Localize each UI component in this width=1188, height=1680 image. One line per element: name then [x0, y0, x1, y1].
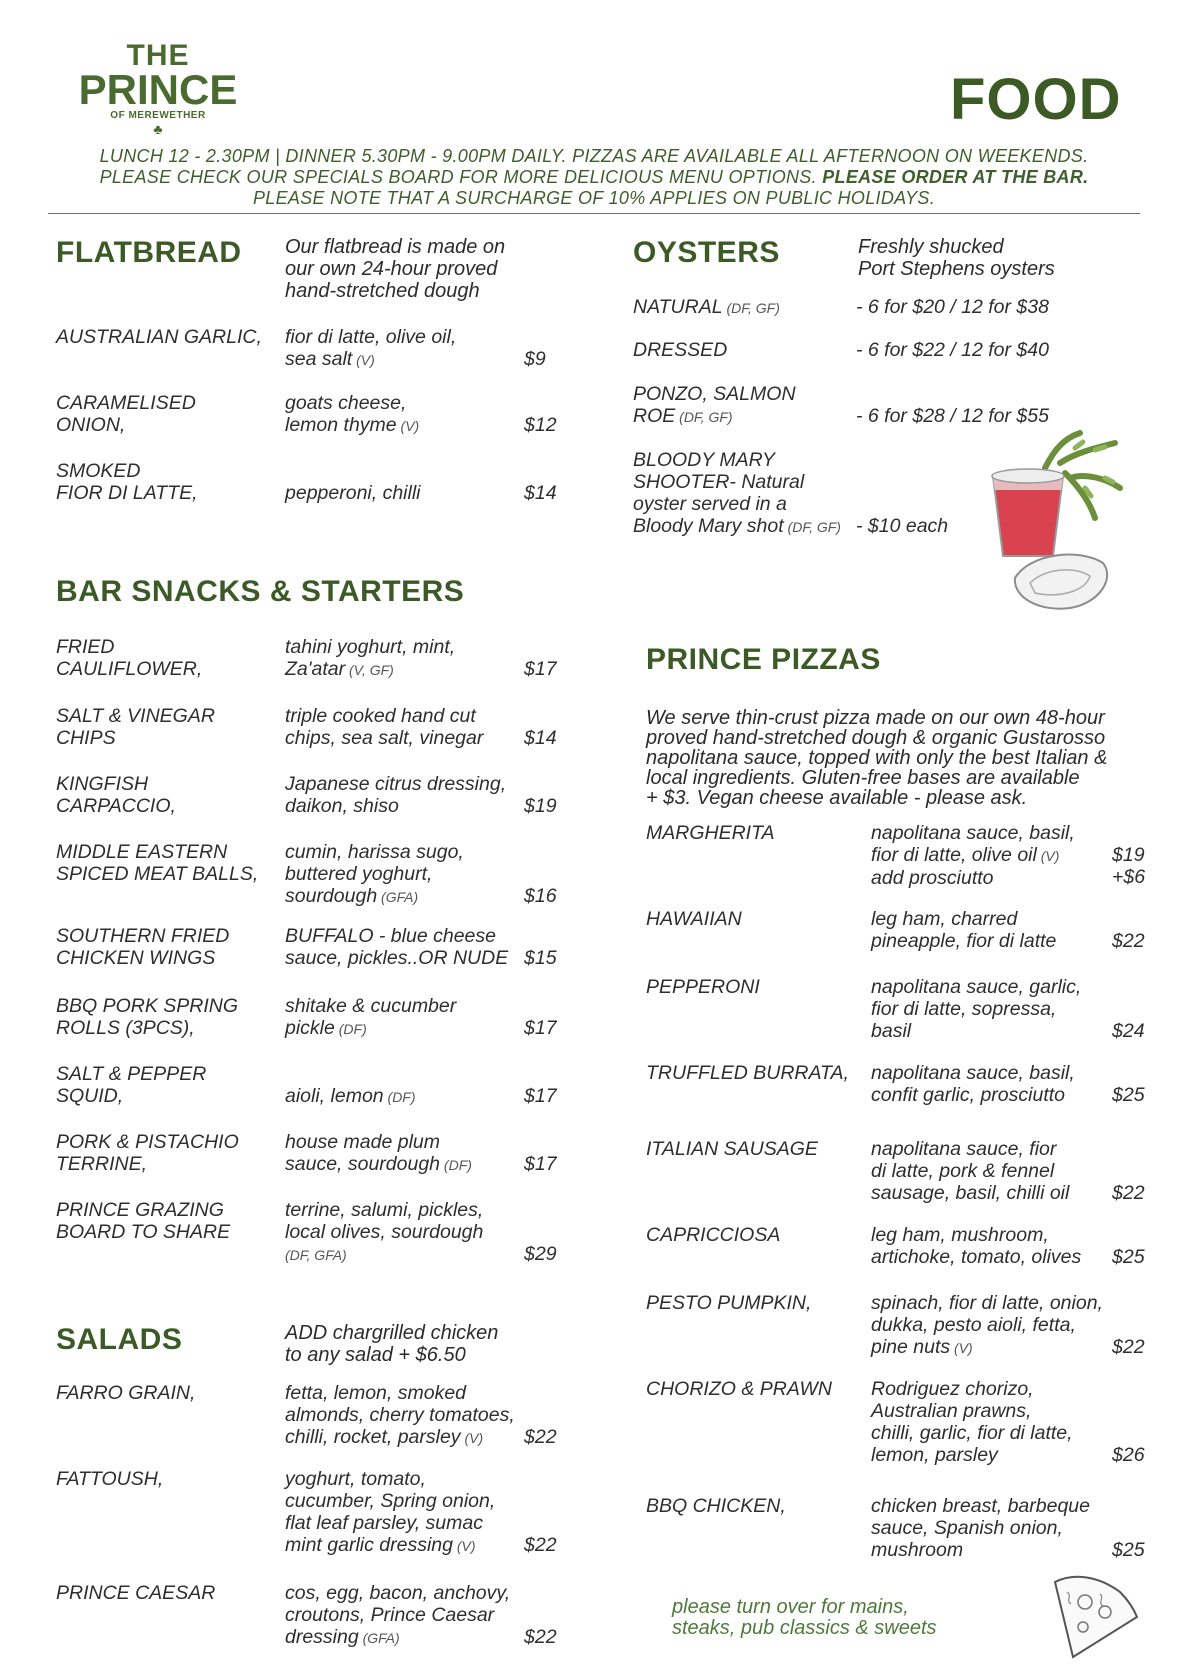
desc-line: house made plum: [285, 1131, 441, 1153]
name-line: BBQ PORK SPRING: [56, 995, 239, 1017]
intro-line: local ingredients. Gluten-free bases are available: [646, 767, 1080, 789]
item-description: [285, 995, 515, 1040]
item-name: [56, 1468, 276, 1490]
pizza-price: $25: [1112, 1539, 1145, 1561]
order-at-bar-text: PLEASE ORDER AT THE BAR.: [822, 167, 1089, 187]
item-name: [56, 1582, 276, 1604]
price-line: +$6: [1112, 866, 1146, 888]
desc-line: sauce, Spanish onion,: [871, 1517, 1063, 1539]
item-price: $17: [524, 1017, 557, 1039]
name-line: ROLLS (3PCS),: [56, 1017, 195, 1039]
item-price: $22: [524, 1626, 557, 1648]
bar-snacks-title: BAR SNACKS & STARTERS: [56, 575, 465, 608]
note-line: to any salad + $6.50: [285, 1344, 466, 1366]
item-price: $16: [524, 885, 557, 907]
price-line: $19: [1112, 844, 1145, 866]
desc-line: Japanese citrus dressing,: [285, 773, 507, 795]
desc-line: cos, egg, bacon, anchovy,: [285, 1582, 511, 1604]
note-line: hand-stretched dough: [285, 280, 480, 302]
item-name: [56, 392, 276, 436]
item-description: [285, 841, 515, 908]
pizza-name: TRUFFLED BURRATA,: [646, 1062, 849, 1084]
salads-title: SALADS: [56, 1323, 183, 1356]
item-name: [56, 1382, 276, 1404]
name-line: CARPACCIO,: [56, 795, 176, 817]
desc-line: add prosciutto: [871, 867, 994, 889]
dietary-tag: (V): [452, 1538, 476, 1554]
pizza-description: [871, 1292, 1111, 1359]
name-line: DRESSED: [633, 339, 728, 361]
logo-line-2: PRINCE: [78, 66, 238, 113]
desc-line: basil: [871, 1020, 912, 1042]
desc-line: napolitana sauce, fior: [871, 1138, 1057, 1160]
name-line: ROE (DF, GF): [633, 405, 733, 427]
flatbread-note: [285, 236, 555, 302]
desc-line: tahini yoghurt, mint,: [285, 636, 456, 658]
dietary-tag: (DF, GF): [675, 409, 733, 425]
dietary-tag: (DF, GF): [783, 519, 841, 535]
logo: [78, 39, 238, 137]
dietary-tag: (V, GF): [345, 662, 394, 678]
oyster-price: - $10 each: [856, 515, 949, 537]
oyster-name: [633, 296, 863, 319]
desc-line: cucumber, Spring onion,: [285, 1490, 496, 1512]
dietary-tag: (GFA): [358, 1630, 400, 1646]
item-description: [285, 1063, 515, 1108]
dietary-tag: (DF): [440, 1157, 472, 1173]
item-description: [285, 392, 515, 437]
intro-line: We serve thin-crust pizza made on our own 48-hour: [646, 707, 1105, 729]
desc-line: di latte, pork & fennel: [871, 1160, 1055, 1182]
clover-icon: ♣: [153, 121, 163, 137]
item-name: [56, 460, 276, 504]
name-line: SOUTHERN FRIED: [56, 925, 230, 947]
name-line: SHOOTER- Natural: [633, 471, 805, 493]
dietary-tag: (V): [950, 1340, 973, 1356]
desc-line: local olives, sourdough: [285, 1221, 484, 1243]
desc-line: chilli, garlic, fior di latte,: [871, 1422, 1073, 1444]
desc-line: pineapple, fior di latte: [871, 930, 1057, 952]
item-name: [56, 925, 276, 969]
desc-line: pine nuts (V): [871, 1336, 973, 1358]
desc-line: fior di latte, sopressa,: [871, 998, 1057, 1020]
desc-line: mushroom: [871, 1539, 964, 1561]
pizza-price: $22: [1112, 1182, 1145, 1204]
turn-over-line: steaks, pub classics & sweets: [672, 1617, 937, 1639]
desc-line: leg ham, charred: [871, 908, 1018, 930]
page-title: FOOD: [950, 67, 1122, 132]
item-price: $29: [524, 1243, 557, 1265]
item-name: [56, 326, 276, 348]
pizza-name: CAPRICCIOSA: [646, 1224, 781, 1246]
pizza-price: $22: [1112, 930, 1145, 952]
item-description: [285, 326, 515, 371]
pizza-price: $25: [1112, 1084, 1145, 1106]
salads-note: [285, 1322, 555, 1366]
item-price: $12: [524, 414, 557, 436]
item-name: [56, 995, 276, 1039]
desc-line: almonds, cherry tomatoes,: [285, 1404, 515, 1426]
name-line: BOARD TO SHARE: [56, 1221, 231, 1243]
name-line: PORK & PISTACHIO: [56, 1131, 239, 1153]
desc-line: goats cheese,: [285, 392, 407, 414]
pizza-name: HAWAIIAN: [646, 908, 742, 930]
intro-line: + $3. Vegan cheese available - please ask.: [646, 787, 1028, 809]
desc-line: sauce, pickles..OR NUDE: [285, 947, 509, 969]
pizza-description: [871, 1062, 1111, 1106]
desc-line: chilli, rocket, parsley (V): [285, 1426, 484, 1448]
logo-line-3: OF MEREWETHER: [110, 110, 206, 121]
item-price: $17: [524, 1153, 557, 1175]
desc-line: dukka, pesto aioli, fetta,: [871, 1314, 1076, 1336]
item-description: [285, 925, 515, 969]
desc-line: Rodriguez chorizo,: [871, 1378, 1034, 1400]
item-description: [285, 636, 515, 681]
dietary-tag: (GFA): [377, 889, 419, 905]
desc-line: pickle (DF): [285, 1017, 367, 1039]
desc-line: croutons, Prince Caesar: [285, 1604, 495, 1626]
pizza-description: [871, 822, 1111, 889]
name-line: SALT & PEPPER: [56, 1063, 207, 1085]
desc-line: sourdough (GFA): [285, 885, 419, 907]
desc-line: lemon, parsley: [871, 1444, 998, 1466]
pizza-description: [871, 1224, 1111, 1268]
desc-line: napolitana sauce, basil,: [871, 822, 1075, 844]
oyster-name: [633, 449, 863, 538]
item-description: [285, 1131, 515, 1176]
item-name: [56, 1131, 276, 1175]
desc-line: sauce, sourdough (DF): [285, 1153, 472, 1175]
name-line: FRIED: [56, 636, 115, 658]
desc-line: mint garlic dressing (V): [285, 1534, 476, 1556]
pizza-name: ITALIAN SAUSAGE: [646, 1138, 818, 1160]
dietary-tag: (DF, GFA): [285, 1247, 347, 1263]
desc-line: cumin, harissa sugo,: [285, 841, 464, 863]
item-price: $9: [524, 348, 546, 370]
item-name: [56, 1199, 276, 1243]
item-description: [285, 705, 515, 749]
item-description: [285, 460, 515, 504]
oyster-name: [633, 383, 863, 428]
item-price: $22: [524, 1426, 557, 1448]
item-description: [285, 1468, 515, 1557]
desc-line: Za'atar (V, GF): [285, 658, 394, 680]
dietary-tag: (V): [460, 1430, 484, 1446]
item-price: $17: [524, 658, 557, 680]
name-line: NATURAL (DF, GF): [633, 296, 780, 318]
name-line: TERRINE,: [56, 1153, 148, 1175]
name-line: SQUID,: [56, 1085, 124, 1107]
pizzas-intro: [646, 708, 1166, 808]
desc-line: spinach, fior di latte, onion,: [871, 1292, 1103, 1314]
pizza-name: PESTO PUMPKIN,: [646, 1292, 812, 1314]
pizzas-title: PRINCE PIZZAS: [646, 643, 881, 676]
intro-line: napolitana sauce, topped with only the best Italian &: [646, 747, 1108, 769]
note-line: ADD chargrilled chicken: [285, 1322, 499, 1344]
item-description: [285, 1382, 515, 1449]
desc-line: fior di latte, olive oil,: [285, 326, 457, 348]
name-line: CARAMELISED: [56, 392, 196, 414]
logo-line-1: THE: [126, 39, 190, 72]
oyster-price: - 6 for $22 / 12 for $40: [856, 339, 1049, 361]
dietary-tag: (DF): [383, 1089, 416, 1105]
item-name: [56, 705, 276, 749]
dietary-tag: (DF): [334, 1021, 367, 1037]
pizza-slice-icon: [1045, 1572, 1145, 1662]
pizza-price: $22: [1112, 1336, 1145, 1358]
pizza-price: $24: [1112, 1020, 1145, 1042]
dietary-tag: (V): [352, 352, 375, 368]
name-line: KINGFISH: [56, 773, 149, 795]
desc-line: flat leaf parsley, sumac: [285, 1512, 483, 1534]
name-line: SALT & VINEGAR: [56, 705, 215, 727]
item-price: $22: [524, 1534, 557, 1556]
desc-line: lemon thyme (V): [285, 414, 420, 436]
surcharge-info: PLEASE NOTE THAT A SURCHARGE OF 10% APPLIES ON PUBLIC HOLIDAYS.: [252, 188, 936, 208]
flatbread-title: FLATBREAD: [56, 236, 242, 269]
desc-line: triple cooked hand cut: [285, 705, 476, 727]
desc-line: BUFFALO - blue cheese: [285, 925, 496, 947]
name-line: MIDDLE EASTERN: [56, 841, 228, 863]
turn-over-note: [672, 1597, 937, 1639]
note-line: Freshly shucked: [858, 236, 1004, 258]
item-name: [56, 773, 276, 817]
specials-text: PLEASE CHECK OUR SPECIALS BOARD FOR MORE DELICIOUS MENU OPTIONS.: [99, 167, 817, 187]
pizza-price: $26: [1112, 1444, 1145, 1466]
desc-line: dressing (GFA): [285, 1626, 400, 1648]
desc-line: artichoke, tomato, olives: [871, 1246, 1082, 1268]
oyster-name: [633, 339, 863, 361]
desc-line: chicken breast, barbeque: [871, 1495, 1090, 1517]
name-line: FIOR DI LATTE,: [56, 482, 198, 504]
name-line: FATTOUSH,: [56, 1468, 164, 1490]
item-price: $19: [524, 795, 557, 817]
oyster-price: - 6 for $20 / 12 for $38: [856, 296, 1049, 318]
desc-line: daikon, shiso: [285, 795, 399, 817]
name-line: BLOODY MARY: [633, 449, 775, 471]
specials-info: [40, 167, 1148, 188]
item-name: [56, 636, 276, 680]
dietary-tag: (V): [1036, 848, 1060, 864]
desc-line: shitake & cucumber: [285, 995, 457, 1017]
item-description: [285, 1582, 515, 1649]
desc-line: chips, sea salt, vinegar: [285, 727, 484, 749]
name-line: SPICED MEAT BALLS,: [56, 863, 259, 885]
pizza-price: $25: [1112, 1246, 1145, 1268]
oyster-price: - 6 for $28 / 12 for $55: [856, 405, 1049, 427]
note-line: our own 24-hour proved: [285, 258, 498, 280]
name-line: PRINCE CAESAR: [56, 1582, 216, 1604]
name-line: SMOKED: [56, 460, 141, 482]
header-divider: [48, 213, 1140, 214]
name-line: Bloody Mary shot (DF, GF): [633, 515, 841, 537]
oysters-note: [858, 236, 1128, 280]
name-line: AUSTRALIAN GARLIC,: [56, 326, 262, 348]
item-price: $17: [524, 1085, 557, 1107]
desc-line: pepperoni, chilli: [285, 482, 421, 504]
name-line: oyster served in a: [633, 493, 787, 515]
bloody-mary-oyster-illustration: [985, 428, 1135, 618]
desc-line: [285, 1063, 515, 1085]
desc-line: leg ham, mushroom,: [871, 1224, 1049, 1246]
note-line: Port Stephens oysters: [858, 258, 1055, 280]
note-line: Our flatbread is made on: [285, 236, 506, 258]
oysters-title: OYSTERS: [633, 236, 780, 269]
dietary-tag: (V): [396, 418, 420, 434]
desc-line: aioli, lemon (DF): [285, 1085, 416, 1107]
name-line: CHIPS: [56, 727, 116, 749]
name-line: PONZO, SALMON: [633, 383, 796, 405]
item-name: [56, 1063, 276, 1107]
item-price: $15: [524, 947, 557, 969]
pizza-price: [1112, 844, 1162, 888]
item-description: [285, 773, 515, 817]
desc-line: sea salt (V): [285, 348, 375, 370]
name-line: PRINCE GRAZING: [56, 1199, 224, 1221]
desc-line: sausage, basil, chilli oil: [871, 1182, 1070, 1204]
desc-line: buttered yoghurt,: [285, 863, 433, 885]
desc-line: [285, 1243, 515, 1266]
pizza-description: [871, 1495, 1111, 1561]
item-price: $14: [524, 727, 557, 749]
dietary-tag: (DF, GF): [722, 300, 780, 316]
pizza-description: [871, 1378, 1111, 1466]
desc-line: [285, 460, 515, 482]
desc-line: terrine, salumi, pickles,: [285, 1199, 484, 1221]
pizza-name: PEPPERONI: [646, 976, 760, 998]
pizza-description: [871, 976, 1111, 1042]
pizza-description: [871, 1138, 1111, 1204]
pizza-name: MARGHERITA: [646, 822, 775, 844]
name-line: ONION,: [56, 414, 126, 436]
pizza-description: [871, 908, 1111, 952]
desc-line: fetta, lemon, smoked: [285, 1382, 467, 1404]
intro-line: proved hand-stretched dough & organic Gustarosso: [646, 727, 1106, 749]
hours-info: LUNCH 12 - 2.30PM | DINNER 5.30PM - 9.00PM DAILY. PIZZAS ARE AVAILABLE ALL AFTERNOON ON WEEKENDS.: [99, 146, 1089, 166]
item-price: $14: [524, 482, 557, 504]
pizza-name: BBQ CHICKEN,: [646, 1495, 786, 1517]
desc-line: yoghurt, tomato,: [285, 1468, 426, 1490]
desc-line: confit garlic, prosciutto: [871, 1084, 1066, 1106]
item-description: [285, 1199, 515, 1266]
desc-line: napolitana sauce, basil,: [871, 1062, 1075, 1084]
name-line: FARRO GRAIN,: [56, 1382, 196, 1404]
desc-line: napolitana sauce, garlic,: [871, 976, 1082, 998]
name-line: CHICKEN WINGS: [56, 947, 216, 969]
desc-line: fior di latte, olive oil (V): [871, 844, 1060, 866]
name-line: CAULIFLOWER,: [56, 658, 203, 680]
pizza-name: CHORIZO & PRAWN: [646, 1378, 832, 1400]
item-name: [56, 841, 276, 885]
desc-line: Australian prawns,: [871, 1400, 1032, 1422]
turn-over-line: please turn over for mains,: [672, 1596, 909, 1618]
